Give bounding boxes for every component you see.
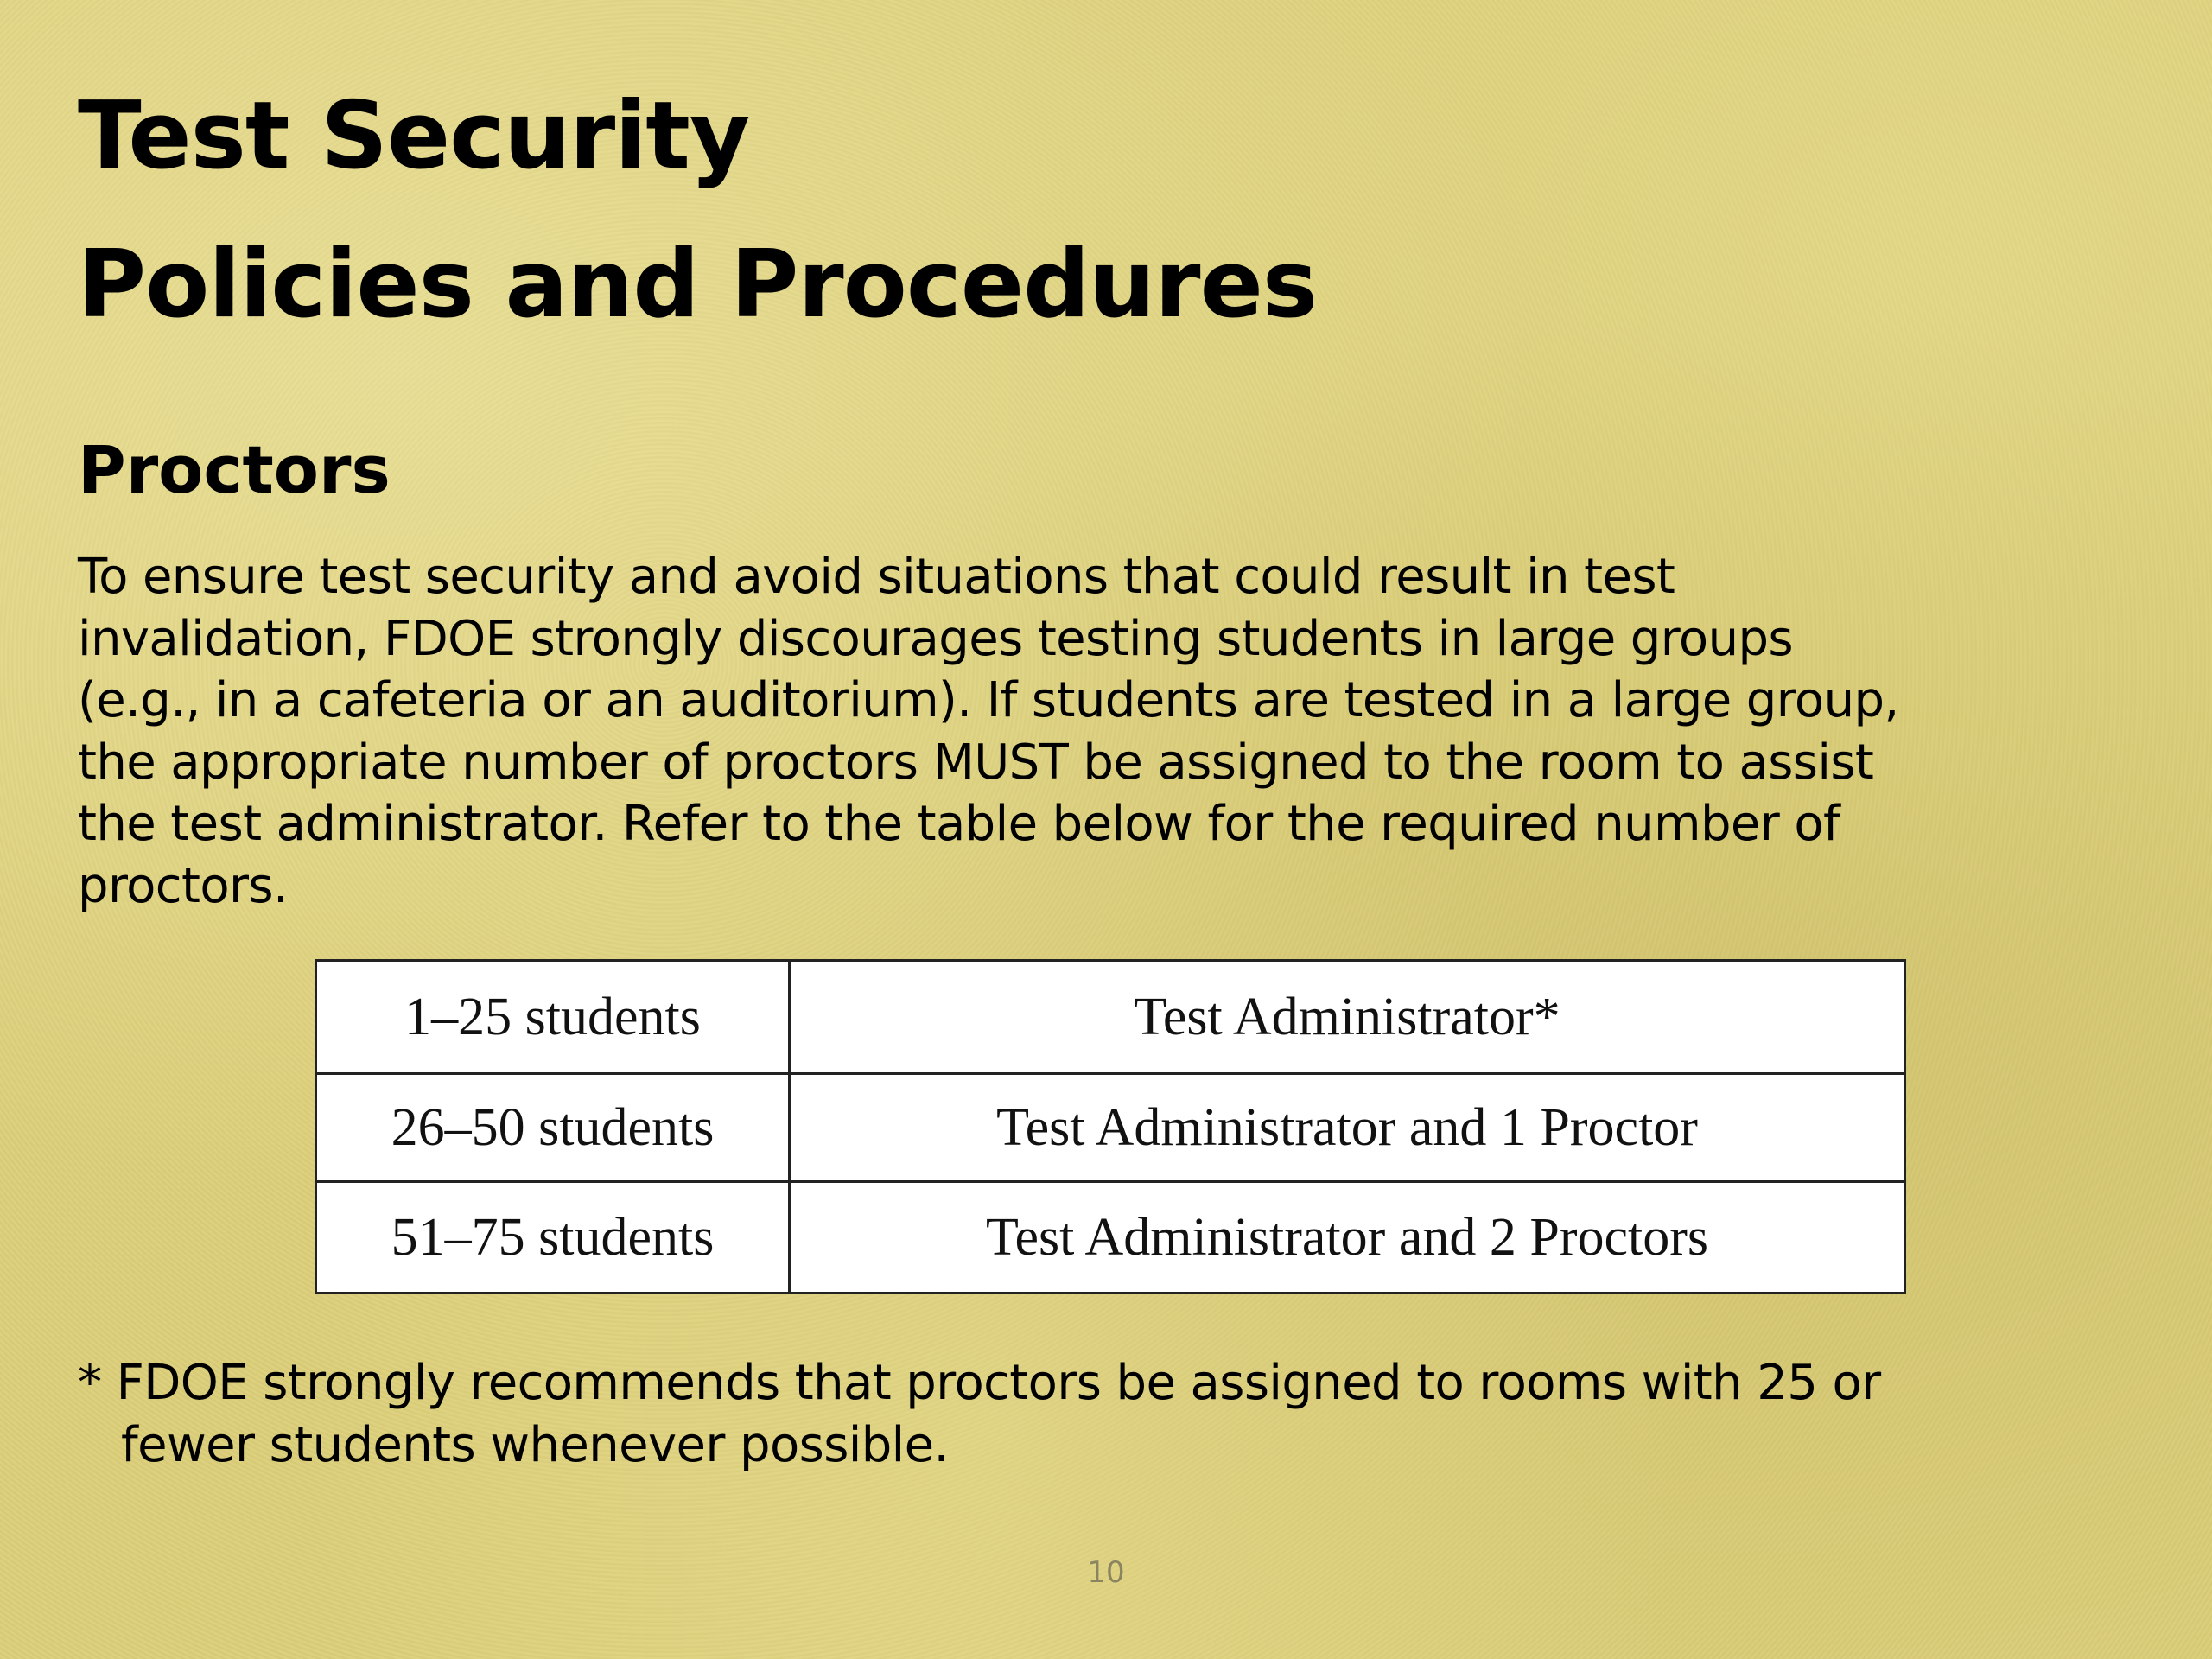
slide-title-line-1: Test Security — [78, 82, 750, 190]
body-line: proctors. — [78, 857, 289, 914]
body-line: To ensure test security and avoid situations that could result in test — [78, 549, 1675, 605]
body-line: (e.g., in a cafeteria or an auditorium). If students are tested in a large group, — [78, 672, 1899, 728]
body-line: invalidation, FDOE strongly discourages testing students in large groups — [78, 610, 1793, 667]
body-line: the test administrator. Refer to the table below for the required number of — [78, 796, 1840, 852]
footnote-line: * FDOE strongly recommends that proctors be assigned to rooms with 25 or — [78, 1355, 1881, 1411]
footnote — [78, 1352, 2152, 1477]
proctor-requirements-table — [315, 959, 1906, 1294]
footnote-line: fewer students whenever possible. — [121, 1417, 949, 1473]
staff-requirement-cell: Test Administrator* — [790, 961, 1905, 1074]
student-count-cell: 26–50 students — [316, 1074, 790, 1182]
body-paragraph — [78, 546, 2152, 917]
staff-requirement-cell: Test Administrator and 2 Proctors — [790, 1182, 1905, 1294]
section-heading: Proctors — [78, 431, 391, 508]
proctor-table-container — [315, 959, 1906, 1294]
slide-title-line-2: Policies and Procedures — [78, 231, 1318, 339]
table-row — [316, 961, 1905, 1074]
student-count-cell: 1–25 students — [316, 961, 790, 1074]
student-count-cell: 51–75 students — [316, 1182, 790, 1294]
table-row — [316, 1074, 1905, 1182]
table-row — [316, 1182, 1905, 1294]
body-line: the appropriate number of proctors MUST be assigned to the room to assist — [78, 734, 1874, 791]
page-number: 10 — [1087, 1555, 1125, 1590]
staff-requirement-cell: Test Administrator and 1 Proctor — [790, 1074, 1905, 1182]
slide-title — [78, 62, 1317, 359]
